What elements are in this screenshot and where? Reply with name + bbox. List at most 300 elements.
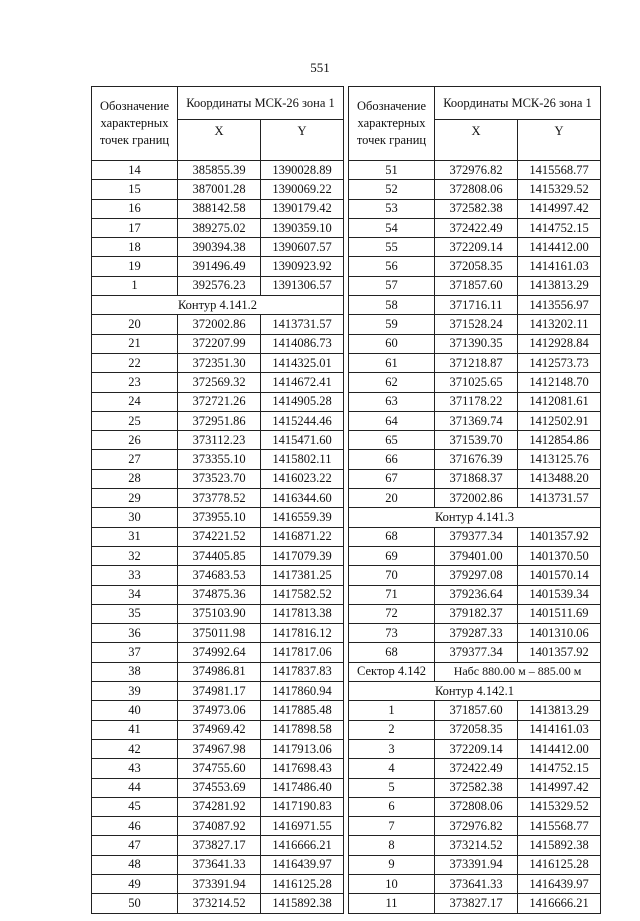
point-id-cell: 46	[92, 817, 178, 836]
y-coordinate-cell: 1401539.34	[518, 585, 601, 604]
x-coordinate-cell: 372002.86	[435, 489, 518, 508]
y-coordinate-cell: 1401310.06	[518, 624, 601, 643]
table-row	[92, 855, 344, 874]
table-row	[92, 682, 344, 701]
table-row	[92, 469, 344, 488]
table-row	[92, 392, 344, 411]
y-coordinate-cell: 1416871.22	[261, 527, 344, 546]
page-number: 551	[310, 60, 330, 75]
y-coordinate-cell: 1390028.89	[261, 161, 344, 180]
table-row	[92, 585, 344, 604]
point-id-cell: 9	[349, 855, 435, 874]
y-coordinate-cell: 1417817.06	[261, 643, 344, 662]
y-column-header: Y	[518, 120, 601, 161]
table-row	[92, 199, 344, 218]
y-coordinate-cell: 1390607.57	[261, 238, 344, 257]
point-id-cell: 52	[349, 180, 435, 199]
coordinates-table-right	[348, 86, 601, 914]
point-id-cell: 22	[92, 353, 178, 372]
table-row	[349, 276, 601, 295]
y-coordinate-cell: 1414752.15	[518, 218, 601, 237]
table-row	[92, 778, 344, 797]
table-row	[92, 315, 344, 334]
x-coordinate-cell: 372209.14	[435, 238, 518, 257]
table-row	[349, 797, 601, 816]
table-row	[92, 662, 344, 681]
x-coordinate-cell: 372976.82	[435, 161, 518, 180]
point-id-cell: 6	[349, 797, 435, 816]
table-row	[349, 353, 601, 372]
table-row	[349, 315, 601, 334]
y-coordinate-cell: 1414412.00	[518, 238, 601, 257]
table-row	[92, 759, 344, 778]
table-row	[92, 546, 344, 565]
y-coordinate-cell: 1417190.83	[261, 797, 344, 816]
x-coordinate-cell: 372582.38	[435, 778, 518, 797]
y-coordinate-cell: 1412854.86	[518, 431, 601, 450]
y-coordinate-cell: 1390069.22	[261, 180, 344, 199]
y-coordinate-cell: 1412928.84	[518, 334, 601, 353]
table-row	[349, 566, 601, 585]
point-id-cell: 1	[349, 701, 435, 720]
point-id-cell: 34	[92, 585, 178, 604]
table-row	[349, 373, 601, 392]
x-coordinate-cell: 373641.33	[435, 874, 518, 893]
x-coordinate-cell: 379401.00	[435, 546, 518, 565]
point-column-header: Обозначение характерных точек границ	[92, 87, 178, 161]
point-id-cell: 14	[92, 161, 178, 180]
y-coordinate-cell: 1417898.58	[261, 720, 344, 739]
y-coordinate-cell: 1417486.40	[261, 778, 344, 797]
point-id-cell: 21	[92, 334, 178, 353]
x-coordinate-cell: 372976.82	[435, 817, 518, 836]
x-coordinate-cell: 374553.69	[178, 778, 261, 797]
table-body-right	[349, 87, 601, 914]
y-coordinate-cell: 1413813.29	[518, 701, 601, 720]
y-coordinate-cell: 1417582.52	[261, 585, 344, 604]
x-coordinate-cell: 372951.86	[178, 411, 261, 430]
y-coordinate-cell: 1415568.77	[518, 817, 601, 836]
point-id-cell: 45	[92, 797, 178, 816]
point-id-cell: 55	[349, 238, 435, 257]
table-row	[92, 334, 344, 353]
table-row	[349, 701, 601, 720]
table-row	[92, 836, 344, 855]
x-coordinate-cell: 373641.33	[178, 855, 261, 874]
x-coordinate-cell: 374683.53	[178, 566, 261, 585]
x-coordinate-cell: 371218.87	[435, 353, 518, 372]
table-row	[349, 180, 601, 199]
table-row	[349, 296, 601, 315]
point-id-cell: 56	[349, 257, 435, 276]
section-label: Контур 4.141.3	[349, 508, 601, 527]
x-coordinate-cell: 373214.52	[435, 836, 518, 855]
x-coordinate-cell: 373827.17	[178, 836, 261, 855]
coordinates-title-header: Координаты МСК-26 зона 1	[178, 87, 344, 120]
y-coordinate-cell: 1417885.48	[261, 701, 344, 720]
x-coordinate-cell: 388142.58	[178, 199, 261, 218]
y-coordinate-cell: 1415892.38	[518, 836, 601, 855]
table-row	[349, 392, 601, 411]
x-coordinate-cell: 372351.30	[178, 353, 261, 372]
point-id-cell: 32	[92, 546, 178, 565]
x-coordinate-cell: 374973.06	[178, 701, 261, 720]
x-coordinate-cell: 374087.92	[178, 817, 261, 836]
table-row	[92, 161, 344, 180]
x-coordinate-cell: 374875.36	[178, 585, 261, 604]
point-id-cell: 61	[349, 353, 435, 372]
y-coordinate-cell: 1417913.06	[261, 739, 344, 758]
coordinates-title-header: Координаты МСК-26 зона 1	[435, 87, 601, 120]
point-id-cell: 8	[349, 836, 435, 855]
point-id-cell: 33	[92, 566, 178, 585]
point-id-cell: 18	[92, 238, 178, 257]
x-coordinate-cell: 371857.60	[435, 701, 518, 720]
point-id-cell: 16	[92, 199, 178, 218]
x-coordinate-cell: 379236.64	[435, 585, 518, 604]
point-id-cell: 5	[349, 778, 435, 797]
x-coordinate-cell: 372808.06	[435, 180, 518, 199]
table-row	[92, 257, 344, 276]
table-row	[92, 508, 344, 527]
y-coordinate-cell: 1416439.97	[261, 855, 344, 874]
y-coordinate-cell: 1401511.69	[518, 604, 601, 623]
y-coordinate-cell: 1416666.21	[518, 894, 601, 913]
y-coordinate-cell: 1413488.20	[518, 469, 601, 488]
x-coordinate-cell: 371390.35	[435, 334, 518, 353]
point-id-cell: 53	[349, 199, 435, 218]
y-coordinate-cell: 1413202.11	[518, 315, 601, 334]
table-row	[92, 817, 344, 836]
point-id-cell: 72	[349, 604, 435, 623]
y-coordinate-cell: 1390923.92	[261, 257, 344, 276]
y-coordinate-cell: 1415244.46	[261, 411, 344, 430]
y-coordinate-cell: 1414997.42	[518, 199, 601, 218]
y-coordinate-cell: 1416971.55	[261, 817, 344, 836]
x-coordinate-cell: 374986.81	[178, 662, 261, 681]
x-coordinate-cell: 373955.10	[178, 508, 261, 527]
x-column-header: X	[178, 120, 261, 161]
point-id-cell: 26	[92, 431, 178, 450]
y-coordinate-cell: 1413813.29	[518, 276, 601, 295]
point-id-cell: 17	[92, 218, 178, 237]
x-coordinate-cell: 371857.60	[435, 276, 518, 295]
y-coordinate-cell: 1412081.61	[518, 392, 601, 411]
point-id-cell: 66	[349, 450, 435, 469]
point-id-cell: 40	[92, 701, 178, 720]
point-id-cell: 59	[349, 315, 435, 334]
table-row	[349, 759, 601, 778]
x-coordinate-cell: 372207.99	[178, 334, 261, 353]
x-coordinate-cell: 390394.38	[178, 238, 261, 257]
table-row	[92, 527, 344, 546]
y-coordinate-cell: 1414752.15	[518, 759, 601, 778]
point-id-cell: 68	[349, 643, 435, 662]
table-row	[349, 431, 601, 450]
point-id-cell: 58	[349, 296, 435, 315]
sector-row	[349, 662, 601, 681]
y-coordinate-cell: 1417816.12	[261, 624, 344, 643]
table-row	[349, 720, 601, 739]
sector-elevation-range: Набс 880.00 м – 885.00 м	[435, 662, 601, 681]
point-id-cell: 2	[349, 720, 435, 739]
y-coordinate-cell: 1413731.57	[518, 489, 601, 508]
point-id-cell: 29	[92, 489, 178, 508]
x-coordinate-cell: 374992.64	[178, 643, 261, 662]
x-coordinate-cell: 373778.52	[178, 489, 261, 508]
x-coordinate-cell: 372808.06	[435, 797, 518, 816]
x-coordinate-cell: 379297.08	[435, 566, 518, 585]
point-id-cell: 68	[349, 527, 435, 546]
point-id-cell: 65	[349, 431, 435, 450]
point-id-cell: 15	[92, 180, 178, 199]
x-coordinate-cell: 392576.23	[178, 276, 261, 295]
point-id-cell: 7	[349, 817, 435, 836]
table-row	[92, 874, 344, 893]
table-row	[349, 643, 601, 662]
table-row	[349, 489, 601, 508]
table-row	[349, 238, 601, 257]
point-column-header: Обозначение характерных точек границ	[349, 87, 435, 161]
x-coordinate-cell: 371539.70	[435, 431, 518, 450]
table-row	[349, 218, 601, 237]
section-label: Контур 4.142.1	[349, 682, 601, 701]
y-coordinate-cell: 1416344.60	[261, 489, 344, 508]
y-coordinate-cell: 1417079.39	[261, 546, 344, 565]
point-id-cell: 20	[349, 489, 435, 508]
table-row	[349, 604, 601, 623]
point-id-cell: 20	[92, 315, 178, 334]
y-coordinate-cell: 1417860.94	[261, 682, 344, 701]
table-header-row	[92, 87, 344, 120]
table-row	[92, 643, 344, 662]
table-row	[349, 469, 601, 488]
y-coordinate-cell: 1414161.03	[518, 720, 601, 739]
y-coordinate-cell: 1390179.42	[261, 199, 344, 218]
x-coordinate-cell: 385855.39	[178, 161, 261, 180]
x-coordinate-cell: 372002.86	[178, 315, 261, 334]
y-coordinate-cell: 1412148.70	[518, 373, 601, 392]
x-coordinate-cell: 371369.74	[435, 411, 518, 430]
point-id-cell: 62	[349, 373, 435, 392]
table-row	[92, 431, 344, 450]
table-row	[349, 874, 601, 893]
section-label: Контур 4.141.2	[92, 296, 344, 315]
x-coordinate-cell: 374967.98	[178, 739, 261, 758]
table-row	[92, 720, 344, 739]
table-row	[92, 739, 344, 758]
y-coordinate-cell: 1413125.76	[518, 450, 601, 469]
y-coordinate-cell: 1415471.60	[261, 431, 344, 450]
y-coordinate-cell: 1401357.92	[518, 527, 601, 546]
point-id-cell: 49	[92, 874, 178, 893]
table-row	[92, 238, 344, 257]
y-coordinate-cell: 1401357.92	[518, 643, 601, 662]
y-coordinate-cell: 1414412.00	[518, 739, 601, 758]
x-coordinate-cell: 373355.10	[178, 450, 261, 469]
y-coordinate-cell: 1414672.41	[261, 373, 344, 392]
y-coordinate-cell: 1416125.28	[261, 874, 344, 893]
table-row	[92, 218, 344, 237]
x-coordinate-cell: 391496.49	[178, 257, 261, 276]
point-id-cell: 11	[349, 894, 435, 913]
x-coordinate-cell: 372422.49	[435, 759, 518, 778]
table-row	[349, 546, 601, 565]
point-id-cell: 47	[92, 836, 178, 855]
table-row	[92, 604, 344, 623]
point-id-cell: 10	[349, 874, 435, 893]
point-id-cell: 1	[92, 276, 178, 295]
point-id-cell: 30	[92, 508, 178, 527]
x-coordinate-cell: 375011.98	[178, 624, 261, 643]
point-id-cell: 19	[92, 257, 178, 276]
y-coordinate-cell: 1415568.77	[518, 161, 601, 180]
table-row	[349, 836, 601, 855]
x-coordinate-cell: 371716.11	[435, 296, 518, 315]
x-coordinate-cell: 372582.38	[435, 199, 518, 218]
point-id-cell: 48	[92, 855, 178, 874]
table-row	[349, 778, 601, 797]
table-row	[349, 450, 601, 469]
point-id-cell: 69	[349, 546, 435, 565]
y-coordinate-cell: 1412502.91	[518, 411, 601, 430]
point-id-cell: 25	[92, 411, 178, 430]
y-coordinate-cell: 1416666.21	[261, 836, 344, 855]
table-row	[349, 585, 601, 604]
y-coordinate-cell: 1412573.73	[518, 353, 601, 372]
x-coordinate-cell: 374981.17	[178, 682, 261, 701]
x-coordinate-cell: 371528.24	[435, 315, 518, 334]
x-coordinate-cell: 373523.70	[178, 469, 261, 488]
y-coordinate-cell: 1417381.25	[261, 566, 344, 585]
coordinates-table-left	[91, 86, 344, 914]
x-coordinate-cell: 374221.52	[178, 527, 261, 546]
table-row	[92, 489, 344, 508]
table-row	[92, 276, 344, 295]
point-id-cell: 67	[349, 469, 435, 488]
table-row	[349, 894, 601, 913]
y-coordinate-cell: 1416023.22	[261, 469, 344, 488]
y-coordinate-cell: 1414086.73	[261, 334, 344, 353]
x-coordinate-cell: 379182.37	[435, 604, 518, 623]
point-id-cell: 57	[349, 276, 435, 295]
table-row	[92, 180, 344, 199]
point-id-cell: 44	[92, 778, 178, 797]
x-coordinate-cell: 372422.49	[435, 218, 518, 237]
y-coordinate-cell: 1414997.42	[518, 778, 601, 797]
x-coordinate-cell: 373214.52	[178, 894, 261, 913]
point-id-cell: 35	[92, 604, 178, 623]
point-id-cell: 60	[349, 334, 435, 353]
table-row	[92, 894, 344, 913]
point-id-cell: 50	[92, 894, 178, 913]
x-coordinate-cell: 371178.22	[435, 392, 518, 411]
y-coordinate-cell: 1417813.38	[261, 604, 344, 623]
x-coordinate-cell: 373112.23	[178, 431, 261, 450]
x-coordinate-cell: 374755.60	[178, 759, 261, 778]
x-coordinate-cell: 372209.14	[435, 739, 518, 758]
x-coordinate-cell: 372058.35	[435, 720, 518, 739]
table-row	[349, 161, 601, 180]
table-row	[349, 257, 601, 276]
y-coordinate-cell: 1415892.38	[261, 894, 344, 913]
point-id-cell: 64	[349, 411, 435, 430]
point-id-cell: 23	[92, 373, 178, 392]
point-id-cell: 28	[92, 469, 178, 488]
y-coordinate-cell: 1415329.52	[518, 797, 601, 816]
y-coordinate-cell: 1416125.28	[518, 855, 601, 874]
x-coordinate-cell: 373391.94	[435, 855, 518, 874]
x-column-header: X	[435, 120, 518, 161]
x-coordinate-cell: 374969.42	[178, 720, 261, 739]
x-coordinate-cell: 379287.33	[435, 624, 518, 643]
table-row	[92, 566, 344, 585]
x-coordinate-cell: 379377.34	[435, 527, 518, 546]
point-id-cell: 54	[349, 218, 435, 237]
section-row	[349, 682, 601, 701]
x-coordinate-cell: 372569.32	[178, 373, 261, 392]
table-row	[349, 527, 601, 546]
x-coordinate-cell: 371676.39	[435, 450, 518, 469]
table-row	[349, 624, 601, 643]
table-row	[349, 199, 601, 218]
y-coordinate-cell: 1413556.97	[518, 296, 601, 315]
table-row	[349, 855, 601, 874]
x-coordinate-cell: 371025.65	[435, 373, 518, 392]
point-id-cell: 36	[92, 624, 178, 643]
point-id-cell: 38	[92, 662, 178, 681]
x-coordinate-cell: 374405.85	[178, 546, 261, 565]
y-coordinate-cell: 1417698.43	[261, 759, 344, 778]
point-id-cell: 24	[92, 392, 178, 411]
y-coordinate-cell: 1401570.14	[518, 566, 601, 585]
point-id-cell: 4	[349, 759, 435, 778]
point-id-cell: 73	[349, 624, 435, 643]
point-id-cell: 42	[92, 739, 178, 758]
point-id-cell: 31	[92, 527, 178, 546]
table-row	[92, 624, 344, 643]
table-row	[92, 353, 344, 372]
y-coordinate-cell: 1415329.52	[518, 180, 601, 199]
point-id-cell: 37	[92, 643, 178, 662]
y-coordinate-cell: 1414325.01	[261, 353, 344, 372]
point-id-cell: 41	[92, 720, 178, 739]
y-coordinate-cell: 1415802.11	[261, 450, 344, 469]
point-id-cell: 70	[349, 566, 435, 585]
y-coordinate-cell: 1417837.83	[261, 662, 344, 681]
sector-label: Сектор 4.142	[349, 662, 435, 681]
x-coordinate-cell: 372721.26	[178, 392, 261, 411]
section-row	[349, 508, 601, 527]
table-row	[349, 334, 601, 353]
x-coordinate-cell: 379377.34	[435, 643, 518, 662]
x-coordinate-cell: 372058.35	[435, 257, 518, 276]
table-row	[92, 373, 344, 392]
x-coordinate-cell: 374281.92	[178, 797, 261, 816]
y-coordinate-cell: 1413731.57	[261, 315, 344, 334]
y-coordinate-cell: 1414905.28	[261, 392, 344, 411]
x-coordinate-cell: 371868.37	[435, 469, 518, 488]
y-coordinate-cell: 1416559.39	[261, 508, 344, 527]
point-id-cell: 63	[349, 392, 435, 411]
y-coordinate-cell: 1390359.10	[261, 218, 344, 237]
table-row	[349, 739, 601, 758]
x-coordinate-cell: 387001.28	[178, 180, 261, 199]
y-coordinate-cell: 1414161.03	[518, 257, 601, 276]
point-id-cell: 39	[92, 682, 178, 701]
point-id-cell: 43	[92, 759, 178, 778]
table-header-row	[349, 87, 601, 120]
